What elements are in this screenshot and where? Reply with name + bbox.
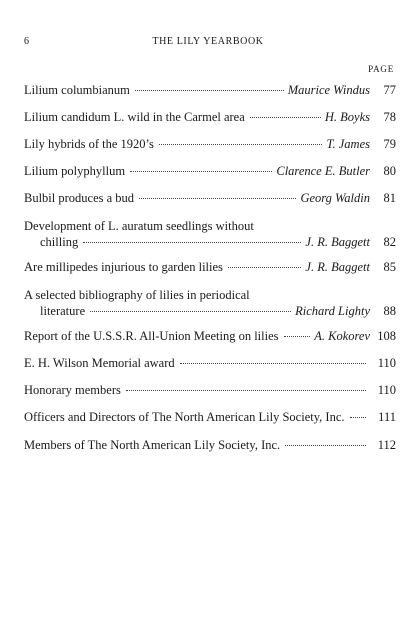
toc-entry-title-continued: chilling [40, 235, 79, 249]
toc-entry-page: 110 [377, 356, 396, 370]
toc-entry [24, 355, 396, 371]
toc-entry [24, 409, 396, 425]
toc-entry [24, 437, 396, 453]
dot-leader [350, 417, 366, 418]
dot-leader [250, 117, 321, 118]
toc-entry-author: T. James [326, 137, 370, 151]
toc-entry-page: 85 [383, 260, 396, 274]
toc-entry-title: Are millipedes injurious to garden lilies [24, 260, 223, 274]
toc-entry-page: 82 [383, 235, 396, 249]
dot-leader [135, 90, 284, 91]
toc-entry-author: Clarence E. Butler [276, 164, 370, 178]
toc-entry-page: 108 [377, 329, 396, 343]
toc-entry-author: H. Boyks [324, 110, 370, 124]
toc-entry [24, 218, 396, 250]
toc-entry-title: Lilium candidum L. wild in the Carmel area [24, 110, 245, 124]
dot-leader [180, 363, 366, 364]
toc-entry-page: 77 [383, 83, 396, 97]
toc-entry-page: 112 [377, 438, 396, 452]
toc-entry [24, 136, 396, 152]
page-column-heading: PAGE [368, 64, 394, 74]
toc-entry-title: Honorary members [24, 383, 121, 397]
toc-entry-title: A selected bibliography of lilies in periodical [24, 288, 250, 302]
toc-entry-title: Bulbil produces a bud [24, 191, 135, 205]
toc-entry-page: 80 [383, 164, 396, 178]
toc-entry [24, 109, 396, 125]
dot-leader [285, 445, 366, 446]
dot-leader [90, 311, 291, 312]
running-title: THE LILY YEARBOOK [152, 36, 264, 47]
dot-leader [139, 198, 296, 199]
toc-entry [24, 328, 396, 344]
toc-entry [24, 190, 396, 206]
toc-entry-page: 110 [377, 383, 396, 397]
toc-entry-author: Maurice Windus [287, 83, 370, 97]
toc-entry-title: Members of The North American Lily Society, Inc. [24, 438, 281, 452]
toc-entry-title: Lilium columbianum [24, 83, 130, 97]
toc-entry-title: Report of the U.S.S.R. All-Union Meeting on lilies [24, 329, 279, 343]
dot-leader [228, 267, 302, 268]
toc-entry-author: J. R. Baggett [305, 260, 370, 274]
toc-entry-page: 81 [383, 191, 396, 205]
toc-entry [24, 259, 396, 275]
toc-entry-page: 79 [383, 137, 396, 151]
toc-entry-author: Georg Waldin [300, 191, 370, 205]
dot-leader [284, 336, 311, 337]
toc-entry-title-continued: literature [40, 304, 86, 318]
toc-entry-title: Development of L. auratum seedlings without [24, 219, 254, 233]
toc-entry-page: 111 [378, 410, 396, 424]
dot-leader [126, 390, 366, 391]
toc-entry-page: 78 [383, 110, 396, 124]
toc-entry-title: Officers and Directors of The North American Lily Society, Inc. [24, 410, 345, 424]
dot-leader [130, 171, 272, 172]
toc-entry-page: 88 [383, 304, 396, 318]
toc-entry-title: Lily hybrids of the 1920’s [24, 137, 154, 151]
toc-entry-title: E. H. Wilson Memorial award [24, 356, 175, 370]
toc-entry-author: Richard Lighty [295, 304, 370, 318]
page-number: 6 [24, 36, 30, 47]
toc-entry [24, 287, 396, 319]
dot-leader [159, 144, 323, 145]
toc-entry [24, 382, 396, 398]
toc-entry-author: J. R. Baggett [305, 235, 370, 249]
toc-entry-author: A. Kokorev [314, 329, 370, 343]
dot-leader [83, 242, 301, 243]
toc-entry [24, 82, 396, 98]
toc-entry [24, 163, 396, 179]
toc-entry-title: Lilium polyphyllum [24, 164, 126, 178]
